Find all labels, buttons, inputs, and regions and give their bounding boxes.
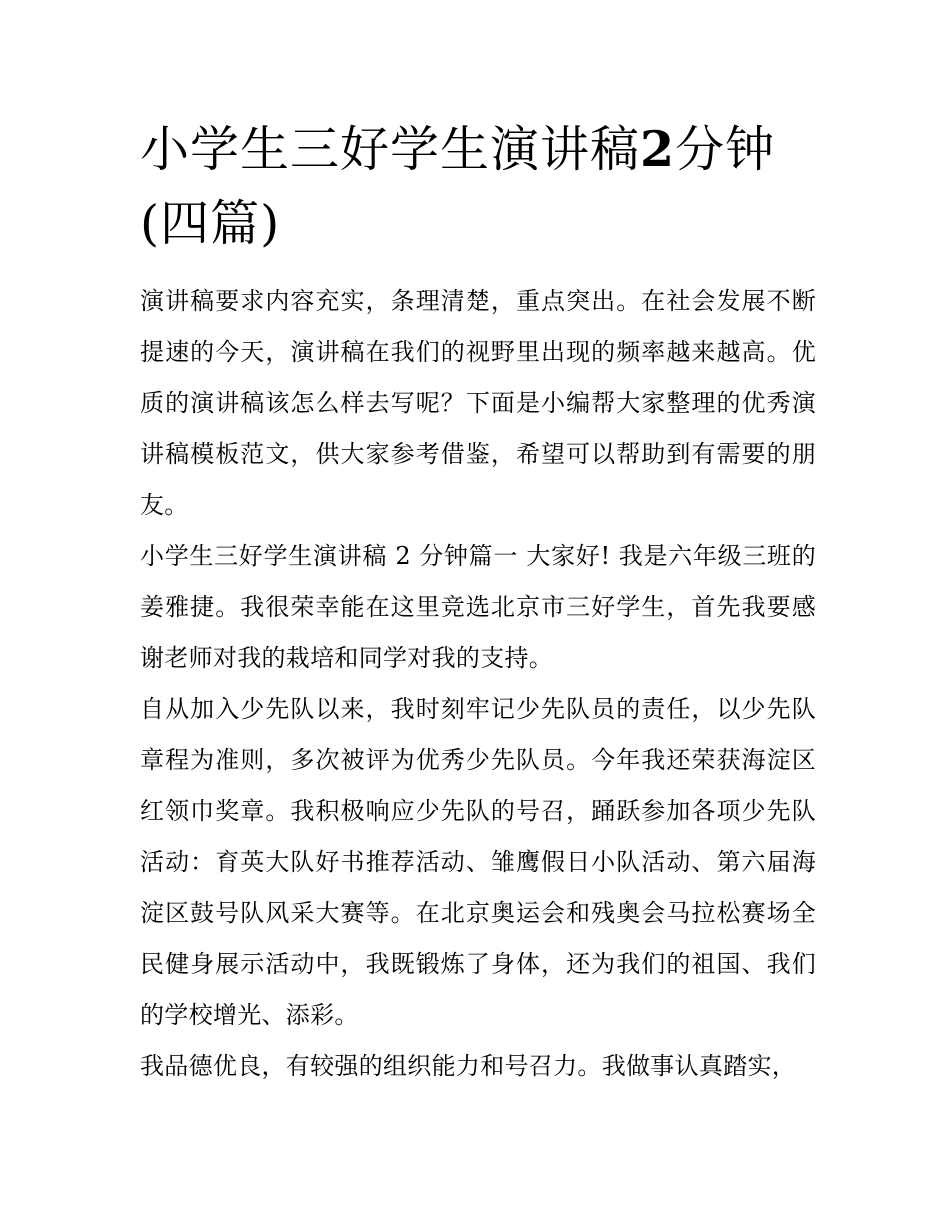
title-subtitle: (四篇) (140, 195, 281, 252)
paragraph-greeting: 小学生三好学生演讲稿 2 分钟篇一 大家好! 我是六年级三班的姜雅捷。我很荣幸能在这里竞选北京市三好学生，首先我要感谢老师对我的栽培和同学对我的支持。 (140, 542, 816, 672)
paragraph-achievements: 自从加入少先队以来，我时刻牢记少先队员的责任，以少先队章程为准则，多次被评为优秀少先队员。今年我还荣获海淀区红领巾奖章。我积极响应少先队的号召，踊跃参加各项少先队活动：育英大队好书推荐活动、雏鹰假日小队活动、第六届海淀区鼓号队风采大赛等。在北京奥运会和残奥会马拉松赛场全民健身展示活动中，我既锻炼了身体，还为我们的祖国、我们的学校增光、添彩。 (140, 695, 816, 1029)
document-title (140, 112, 820, 261)
paragraph-intro: 演讲稿要求内容充实，条理清楚，重点突出。在社会发展不断提速的今天，演讲稿在我们的视野里出现的频率越来越高。优质的演讲稿该怎么样去写呢？下面是小编帮大家整理的优秀演讲稿模板范文，供大家参考借鉴，希望可以帮助到有需要的朋友。 (140, 287, 816, 519)
title-number: 2 (640, 120, 676, 178)
title-unit: 分钟 (675, 121, 776, 178)
document-body (140, 276, 816, 1092)
paragraph-character: 我品德优良，有较强的组织能力和号召力。我做事认真踏实， (140, 1052, 797, 1080)
title-text: 小学生三好学生演讲稿 (140, 121, 641, 178)
